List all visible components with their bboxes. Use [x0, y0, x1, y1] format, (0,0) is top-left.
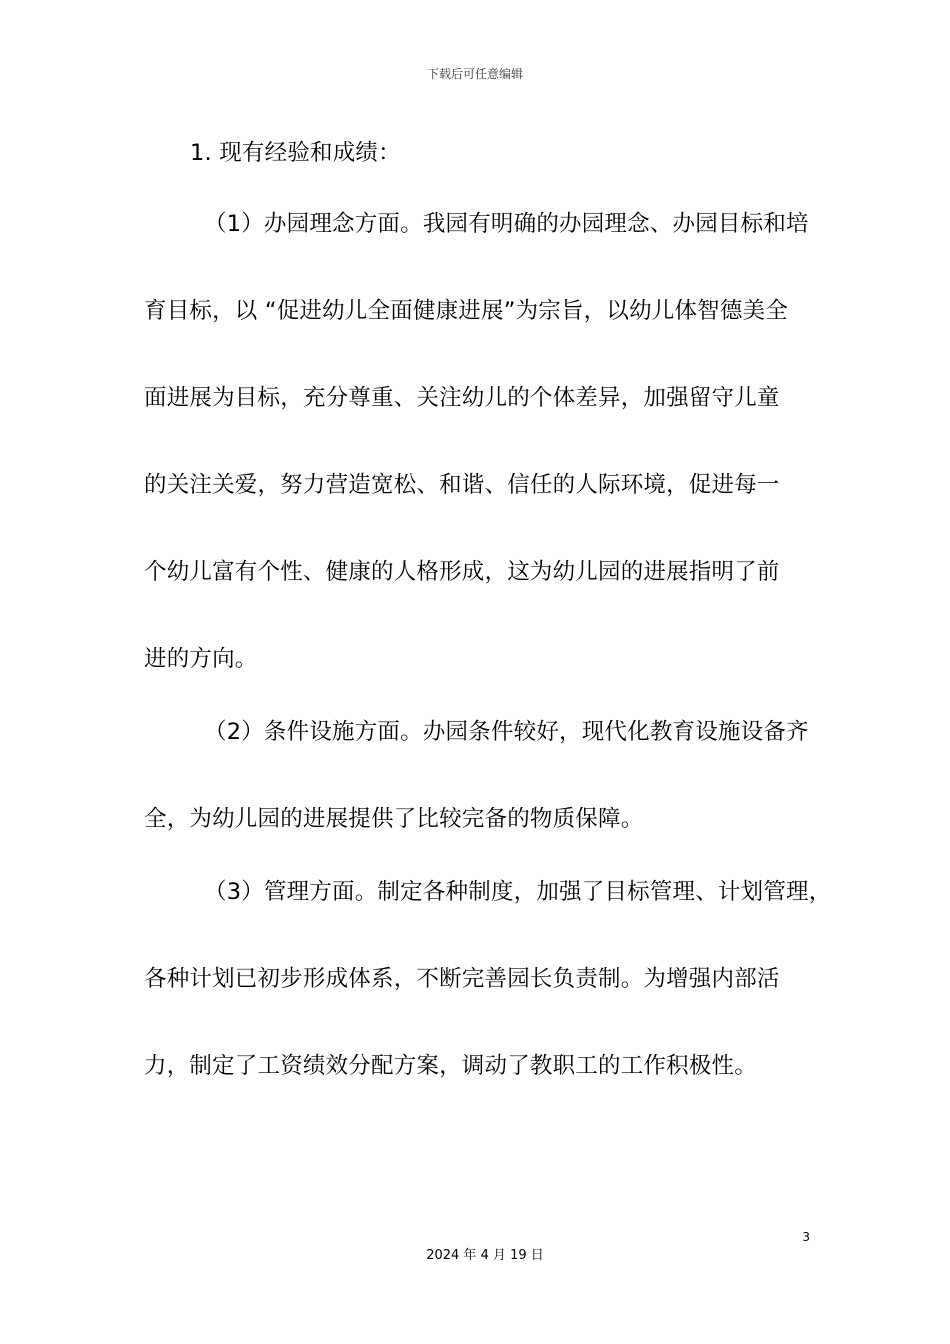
page-header: 下载后可任意编辑 [426, 67, 523, 81]
paragraph-line: 全，为幼儿园的进展提供了比较完备的物质保障。 [144, 806, 644, 832]
paragraph-line: 力，制定了工资绩效分配方案，调动了教职工的工作积极性。 [144, 1053, 757, 1079]
paragraph-line: 育目标，以 “促进幼儿全面健康进展”为宗旨，以幼儿体智德美全 [144, 298, 788, 324]
paragraph-line: 各种计划已初步形成体系，不断完善园长负责制。为增强内部活 [144, 966, 780, 992]
paragraph-line: 个幼儿富有个性、健康的人格形成，这为幼儿园的进展指明了前 [144, 559, 780, 585]
paragraph-line: 面进展为目标，充分尊重、关注幼儿的个体差异，加强留守儿童 [144, 385, 780, 411]
paragraph-line: 进的方向。 [144, 646, 258, 672]
paragraph-line: 的关注关爱，努力营造宽松、和谐、信任的人际环境，促进每一 [144, 472, 780, 498]
page-number: 3 [802, 1230, 810, 1244]
paragraph-line: （2）条件设施方面。办园条件较好，现代化教育设施设备齐 [204, 719, 809, 745]
section-heading: 1. 现有经验和成绩： [190, 140, 401, 166]
footer-date: 2024 年 4 月 19 日 [426, 1248, 544, 1263]
paragraph-line: （1）办园理念方面。我园有明确的办园理念、办园目标和培 [204, 211, 809, 237]
paragraph-line: （3）管理方面。制定各种制度，加强了目标管理、计划管理， [204, 879, 832, 905]
